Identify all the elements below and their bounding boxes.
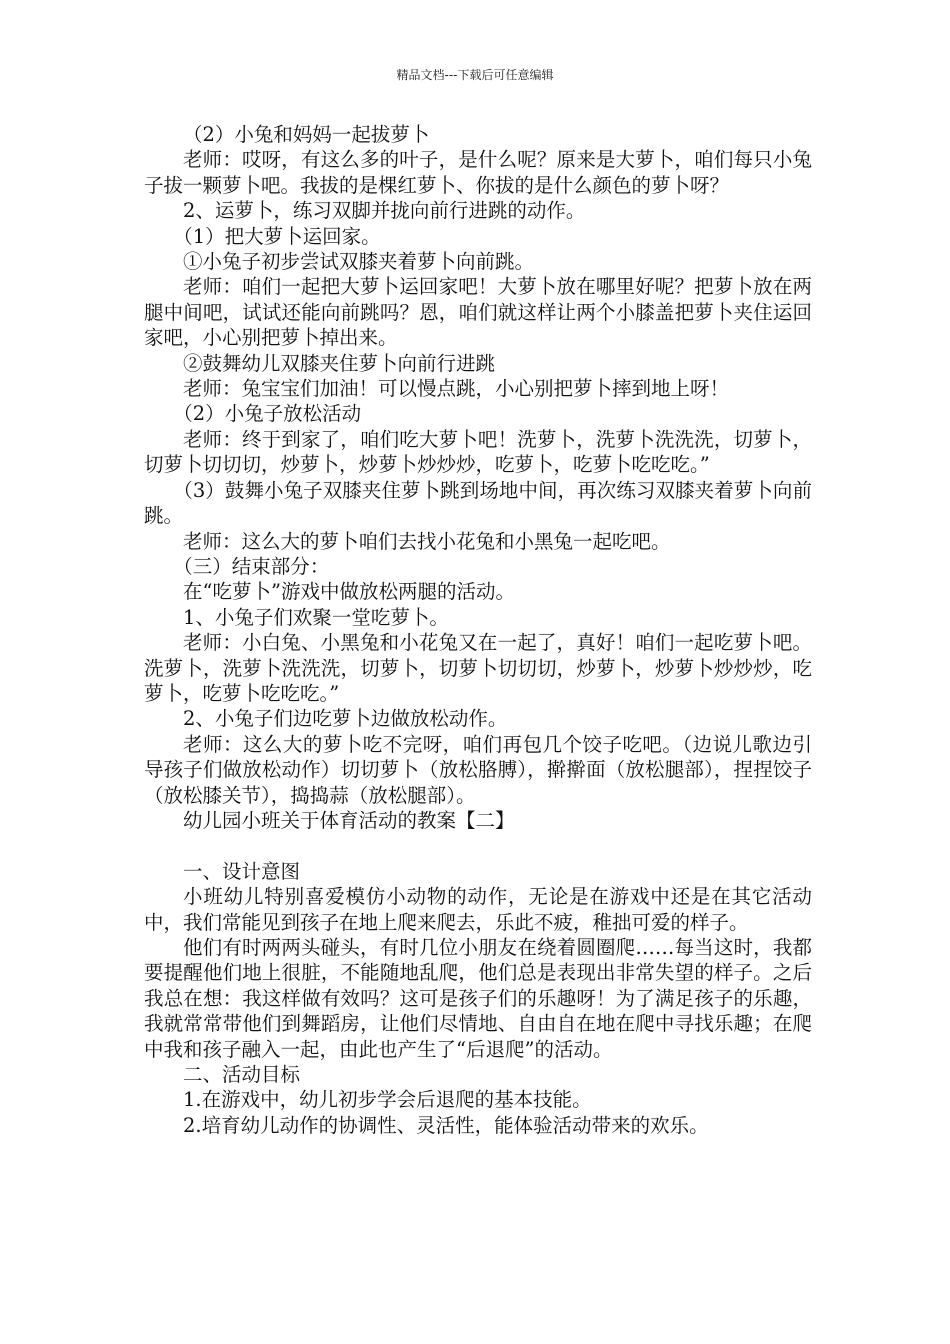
paragraph: ①小兔子初步尝试双膝夹着萝卜向前跳。 bbox=[183, 250, 535, 274]
section-heading: 2、运萝卜，练习双脚并拢向前行进跳的动作。 bbox=[183, 199, 586, 223]
section-heading: （1）把大萝卜运回家。 bbox=[173, 224, 381, 248]
paragraph: 老师：咱们一起把大萝卜运回家吧！大萝卜放在哪里好呢？把萝卜放在两腿中间吧，试试还能向前跳吗？恩，咱们就这样让两个小膝盖把萝卜夹住运回家吧，小心别把萝卜掉出来。 bbox=[144, 275, 812, 350]
paragraph: 在“吃萝卜”游戏中做放松两腿的活动。 bbox=[183, 580, 515, 604]
paragraph: 1.在游戏中，幼儿初步学会后退爬的基本技能。 bbox=[183, 1088, 592, 1112]
paragraph: 老师：兔宝宝们加油！可以慢点跳，小心别把萝卜摔到地上呀！ bbox=[183, 377, 730, 401]
paragraph: 老师：这么大的萝卜咱们去找小花兔和小黑兔一起吃吧。 bbox=[183, 529, 671, 553]
paragraph: 老师：小白兔、小黑兔和小花兔又在一起了，真好！咱们一起吃萝卜吧。洗萝卜，洗萝卜洗洗洗，切萝卜，切萝卜切切切，炒萝卜，炒萝卜炒炒炒，吃萝卜，吃萝卜吃吃吃。” bbox=[144, 631, 812, 705]
paragraph: 老师：哎呀，有这么多的叶子，是什么呢？原来是大萝卜，咱们每只小兔子拔一颗萝卜吧。我拔的是棵红萝卜、你拔的是什么颜色的萝卜呀？ bbox=[144, 148, 812, 197]
document-body bbox=[144, 122, 812, 1138]
section-heading: 二、活动目标 bbox=[183, 1063, 301, 1087]
section-heading: 2、小兔子们边吃萝卜边做放松动作。 bbox=[183, 707, 508, 731]
paragraph: 2.培育幼儿动作的协调性、灵活性，能体验活动带来的欢乐。 bbox=[183, 1113, 709, 1137]
document-subtitle: 幼儿园小班关于体育活动的教案【二】 bbox=[183, 808, 515, 832]
page-header: 精品文档---下载后可任意编辑 bbox=[396, 68, 554, 82]
section-heading: （三）结束部分： bbox=[173, 554, 330, 578]
paragraph: 小班幼儿特别喜爱模仿小动物的动作，无论是在游戏中还是在其它活动中，我们常能见到孩子在地上爬来爬去，乐此不疲，稚拙可爱的样子。 bbox=[144, 885, 812, 934]
section-heading: 一、设计意图 bbox=[183, 859, 301, 883]
blank-line bbox=[144, 833, 812, 858]
section-heading: （2）小兔子放松活动 bbox=[173, 402, 362, 426]
paragraph: ②鼓舞幼儿双膝夹住萝卜向前行进跳 bbox=[183, 351, 496, 375]
paragraph: 老师：终于到家了，咱们吃大萝卜吧！洗萝卜，洗萝卜洗洗洗，切萝卜，切萝卜切切切，炒萝卜，炒萝卜炒炒炒，吃萝卜，吃萝卜吃吃吃。” bbox=[144, 427, 812, 477]
paragraph: （3）鼓舞小兔子双膝夹住萝卜跳到场地中间，再次练习双膝夹着萝卜向前跳。 bbox=[144, 478, 812, 528]
section-heading: （2）小兔和妈妈一起拔萝卜 bbox=[183, 123, 430, 146]
paragraph: 老师：这么大的萝卜吃不完呀，咱们再包几个饺子吃吧。（边说儿歌边引导孩子们做放松动作）切切萝卜（放松胳膊），擀擀面（放松腿部），捏捏饺子（放松膝关节），捣捣蒜（放松腿部）。 bbox=[144, 732, 812, 807]
section-heading: 1、小兔子们欢聚一堂吃萝卜。 bbox=[183, 605, 449, 629]
paragraph: 他们有时两两头碰头，有时几位小朋友在绕着圆圈爬……每当这时，我都要提醒他们地上很脏，不能随地乱爬，他们总是表现出非常失望的样子。之后我总在想：我这样做有效吗？这可是孩子们的乐趣呀！为了满足孩子的乐趣，我就常常带他们到舞蹈房，让他们尽情地、自由自在地在爬中寻找乐趣；在爬中我和孩子融入一起，由此也产生了“后退爬”的活动。 bbox=[144, 935, 812, 1061]
